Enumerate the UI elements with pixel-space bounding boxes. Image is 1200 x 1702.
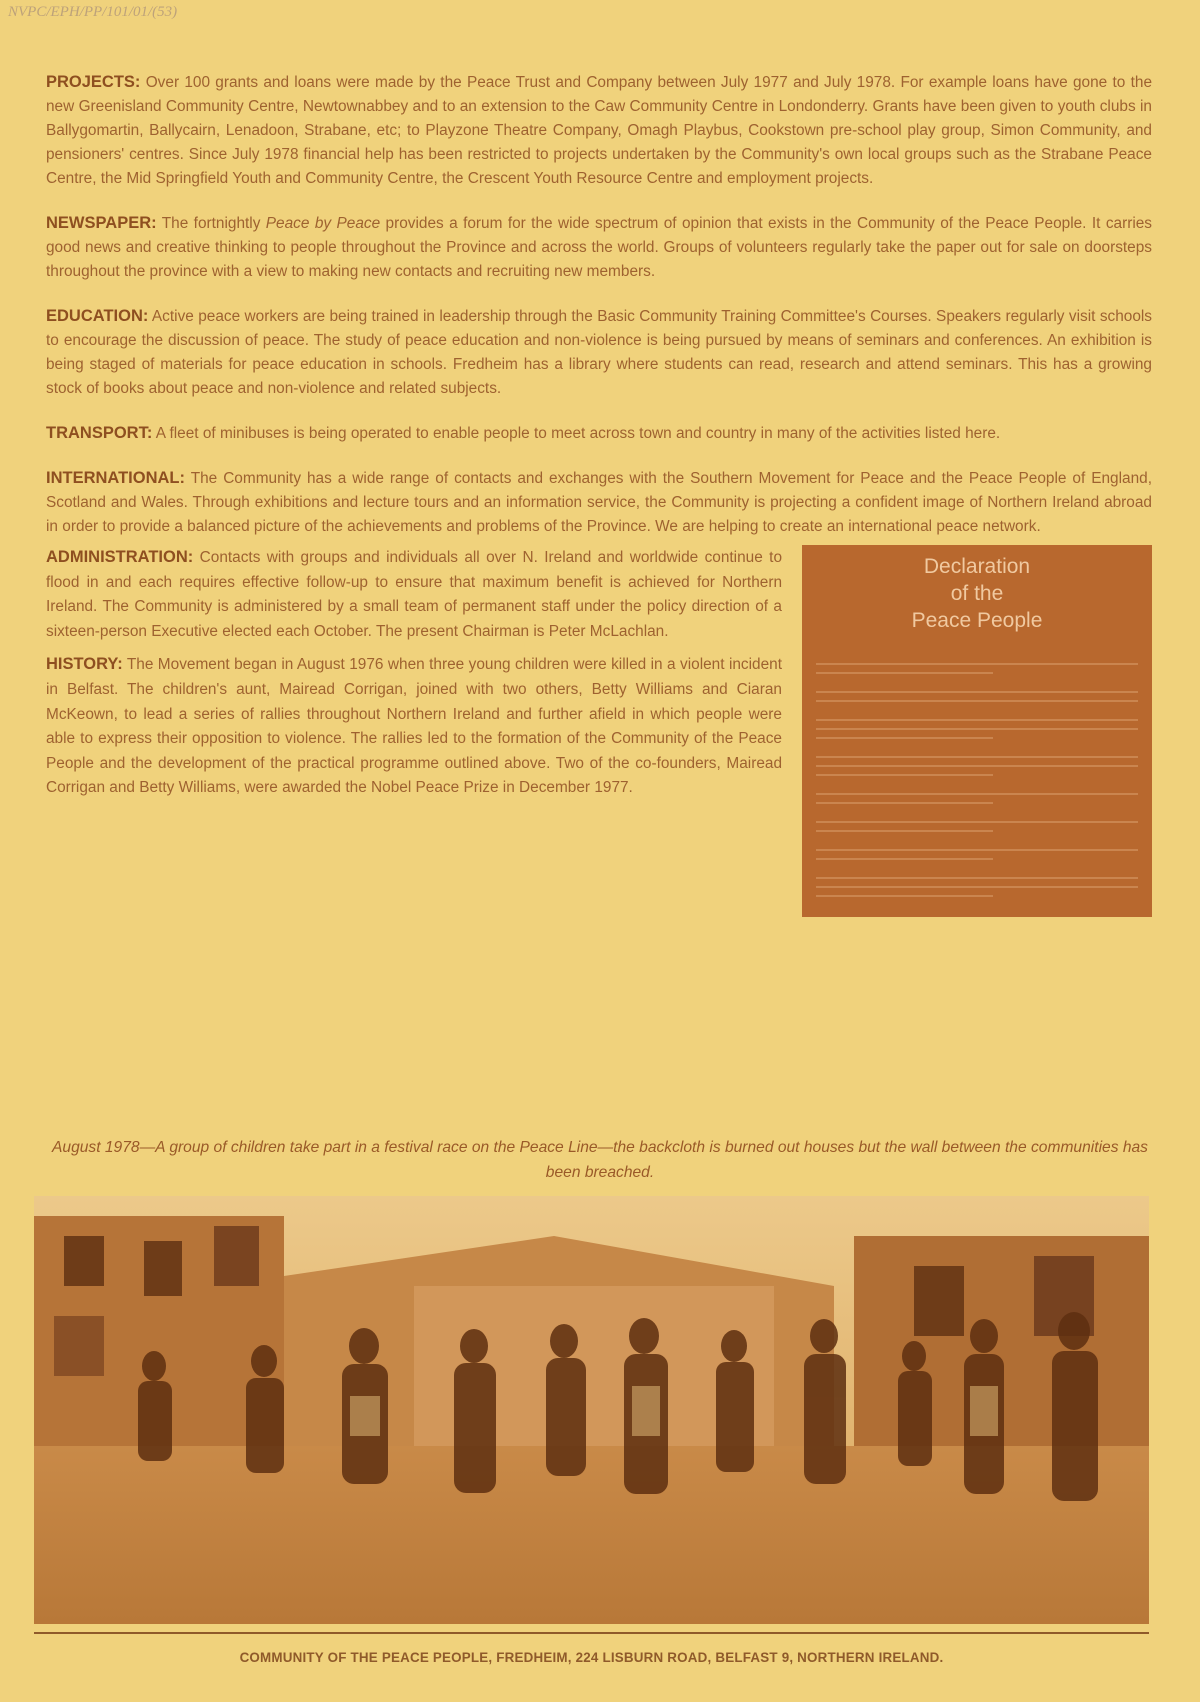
- international-heading: INTERNATIONAL:: [46, 469, 186, 487]
- newspaper-title: Peace by Peace: [265, 215, 381, 232]
- main-content: [46, 70, 1152, 935]
- education-section: [46, 304, 1152, 401]
- transport-body: A fleet of minibuses is being operated to enable people to meet across town and country in many of the activities listed here.: [152, 425, 1001, 442]
- newspaper-heading: NEWSPAPER:: [46, 214, 157, 232]
- declaration-illegible-text: [816, 663, 1138, 904]
- newspaper-body-end: provides a forum for the wide spectrum of opinion that exists in the Community of the Peace People. It carries good news and creative thinking to people throughout the Province and across the world. Groups of volunteers regularly take the paper out for sale on doorsteps throughout the province with a view to making new contacts and recruiting new members.: [46, 215, 1152, 280]
- archive-reference: NVPC/EPH/PP/101/01/(53): [8, 4, 178, 20]
- declaration-title-line3: Peace People: [911, 609, 1043, 632]
- footer-address: COMMUNITY OF THE PEACE PEOPLE, FREDHEIM, 224 LISBURN ROAD, BELFAST 9, NORTHERN IRELAND.: [239, 1650, 944, 1665]
- projects-body: Over 100 grants and loans were made by the Peace Trust and Company between July 1977 and July 1978. For example loans have gone to the new Greenisland Community Centre, Newtownabbey and to an extension to the Caw Community Centre in Londonderry. Grants have been given to youth clubs in Ballygomartin, Ballycairn, Lenadoon, Strabane, etc; to Playzone Theatre Company, Omagh Playbus, Cookstown pre-school play group, Simon Community, and pensioners' centres. Since July 1978 financial help has been restricted to projects undertaken by the Community's own local groups such as the Strabane Peace Centre, the Mid Springfield Youth and Community Centre, the Crescent Youth Resource Centre and employment projects.: [46, 74, 1152, 187]
- festival-race-photo: [34, 1196, 1149, 1624]
- international-section: [46, 466, 1152, 539]
- administration-body: Contacts with groups and individuals all over N. Ireland and worldwide continue to flood in and each requires effective follow-up to ensure that maximum benefit is achieved for Northern Ireland. The Community is administered by a small team of permanent staff under the policy direction of a sixteen-person Executive elected each October. The present Chairman is Peter McLachlan.: [46, 549, 782, 640]
- declaration-title-line1: Declaration: [923, 555, 1031, 578]
- newspaper-section: [46, 211, 1152, 284]
- left-column: [46, 545, 782, 809]
- declaration-title-line2: of the: [950, 582, 1004, 605]
- education-heading: EDUCATION:: [46, 307, 149, 325]
- newspaper-body-start: The fortnightly: [156, 215, 266, 232]
- photo-caption: August 1978—A group of children take part in a festival race on the Peace Line—the backcloth is burned out houses but the wall between the communities has been breached.: [52, 1139, 1148, 1181]
- declaration-box: [802, 545, 1152, 917]
- transport-heading: TRANSPORT:: [46, 424, 153, 442]
- footer-rule: [34, 1632, 1149, 1634]
- history-section: [46, 652, 782, 801]
- two-column-block: [46, 545, 1152, 935]
- history-body: The Movement began in August 1976 when three young children were killed in a violent incident in Belfast. The children's aunt, Mairead Corrigan, joined with two others, Betty Williams and Ciaran McKeown, to lead a series of rallies throughout Northern Ireland and further afield in which people were able to express their opposition to violence. The rallies led to the formation of the Community of the Peace People and the development of the practical programme outlined above. Two of the co-founders, Mairead Corrigan and Betty Williams, were awarded the Nobel Peace Prize in December 1977.: [46, 656, 782, 797]
- education-body: Active peace workers are being trained in leadership through the Basic Community Training Committee's Courses. Speakers regularly visit schools to encourage the discussion of peace. The study of peace education and non-violence is being pursued by means of seminars and conferences. An exhibition is being staged of materials for peace education in schools. Fredheim has a library where students can read, research and attend seminars. This has a growing stock of books about peace and non-violence and related subjects.: [46, 308, 1152, 397]
- international-body: The Community has a wide range of contacts and exchanges with the Southern Movement for Peace and the Peace People of England, Scotland and Wales. Through exhibitions and lecture tours and an information service, the Community is projecting a confident image of Northern Ireland abroad in order to provide a balanced picture of the achievements and problems of the Province. We are helping to create an international peace network.: [46, 470, 1152, 535]
- history-heading: HISTORY:: [46, 655, 123, 674]
- projects-section: [46, 70, 1152, 191]
- administration-heading: ADMINISTRATION:: [46, 548, 194, 566]
- projects-heading: PROJECTS:: [46, 73, 141, 91]
- transport-section: [46, 421, 1152, 446]
- declaration-title: [802, 553, 1152, 634]
- administration-section: [46, 545, 782, 644]
